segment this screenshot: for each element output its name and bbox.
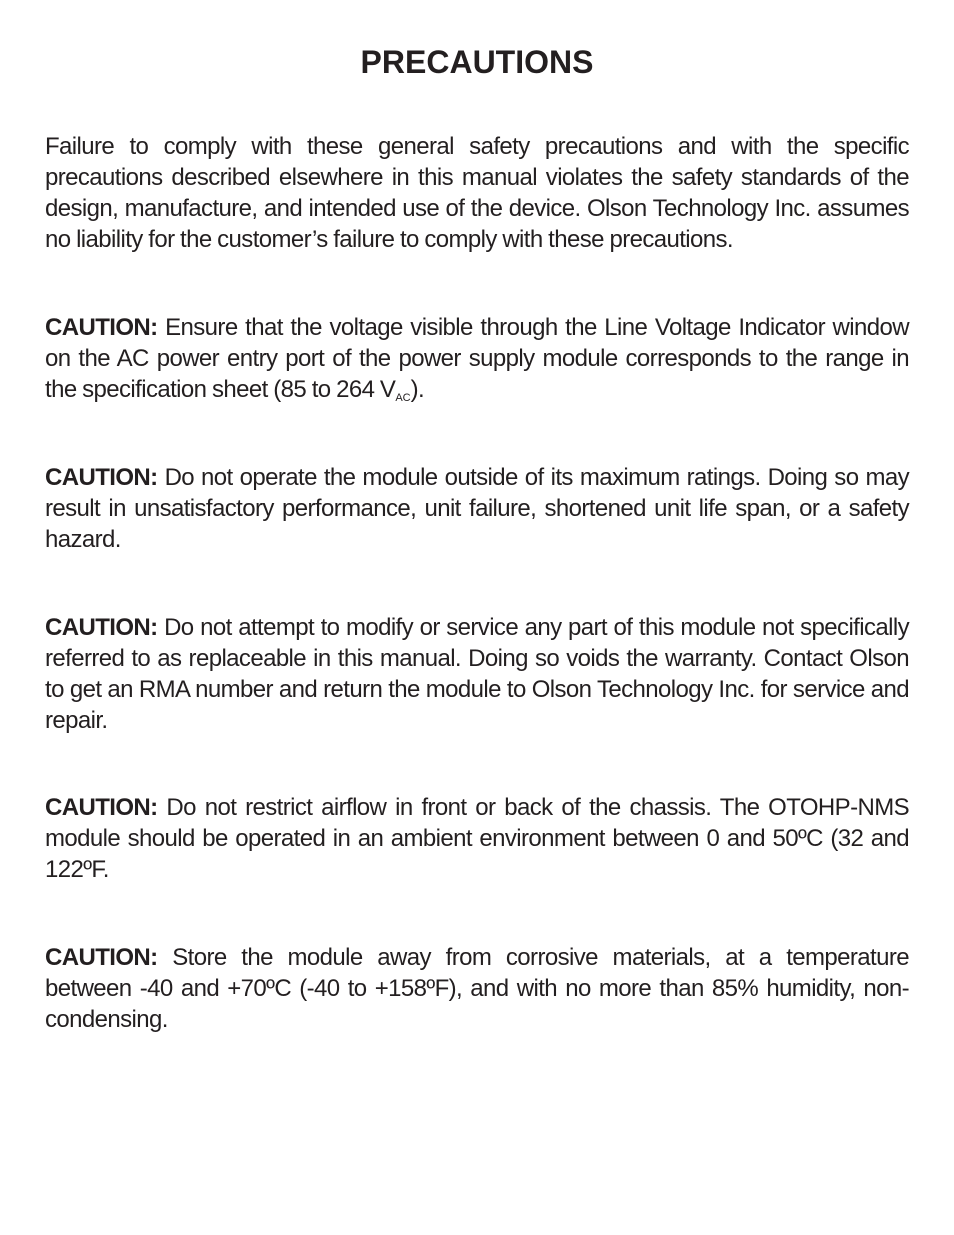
- caution-label: CAUTION:: [45, 314, 158, 341]
- caution-paragraph-service: [45, 612, 909, 736]
- caution-paragraph-storage: [45, 942, 909, 1035]
- page-title: PRECAUTIONS: [360, 44, 594, 80]
- caution-paragraph-ratings: [45, 462, 909, 555]
- caution-text: Store the module away from corrosive materials, at a temperature between -40 and +70ºC (-40 to +158ºF), and with no more than 85% humidity, non-condensing.: [45, 944, 909, 1033]
- caution-text-end: ).: [410, 376, 425, 403]
- caution-paragraph-airflow: [45, 792, 909, 885]
- caution-paragraph-voltage: [45, 312, 909, 405]
- caution-text: Ensure that the voltage visible through the Line Voltage Indicator window on the AC power entry port of the power supply module corresponds to the range in the specification sheet (85 to 264 V: [45, 314, 909, 403]
- caution-label: CAUTION:: [45, 944, 158, 971]
- caution-text: Do not operate the module outside of its maximum ratings. Doing so may result in unsatisfactory performance, unit failure, shortened unit life span, or a safety hazard.: [45, 464, 910, 553]
- ac-subscript: AC: [395, 392, 411, 404]
- caution-label: CAUTION:: [45, 614, 158, 641]
- intro-paragraph: Failure to comply with these general safety precautions and with the specific precautions described elsewhere in this manual violates the safety standards of the design, manufacture, and intended use of the device. Olson Technology Inc. assumes no liability for the customer’s failure to comply with these precautions.: [45, 133, 909, 253]
- caution-text: Do not attempt to modify or service any part of this module not specifically referred to as replaceable in this manual. Doing so voids the warranty. Contact Olson to get an RMA number and return the module to Olson Technology Inc. for service and repair.: [45, 614, 909, 734]
- caution-label: CAUTION:: [45, 794, 158, 821]
- caution-label: CAUTION:: [45, 464, 158, 491]
- caution-text: Do not restrict airflow in front or back of the chassis. The OTOHP-NMS module should be operated in an ambient environment between 0 and 50ºC (32 and 122ºF.: [45, 794, 909, 883]
